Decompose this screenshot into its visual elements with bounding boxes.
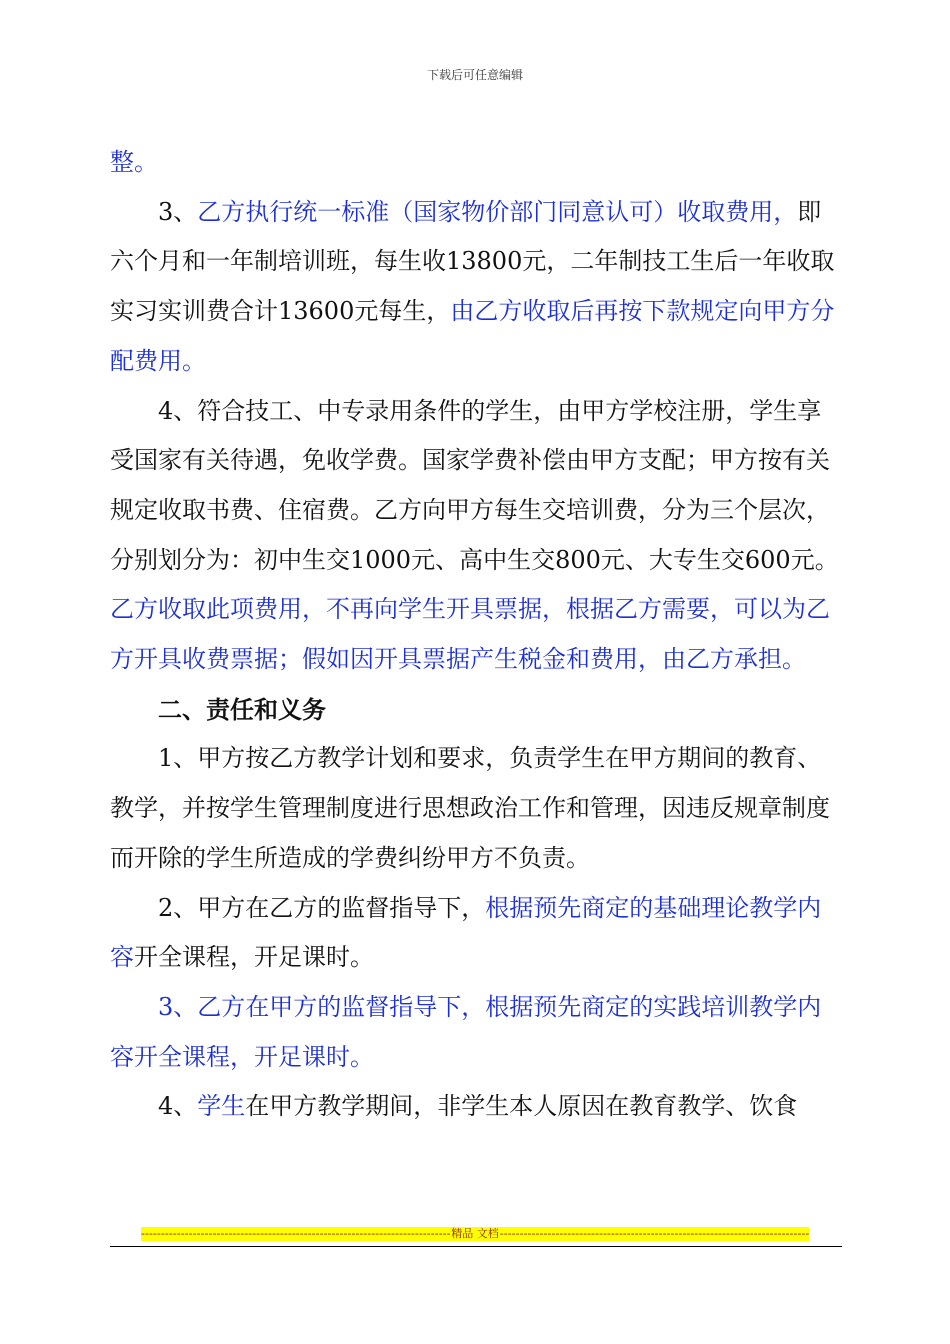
page-header: 下载后可任意编辑 [426, 68, 523, 82]
paragraph-duty-1 [110, 734, 844, 883]
footer-dashes-right [500, 1227, 809, 1241]
text-segment: 4、 [158, 1092, 198, 1121]
text-segment: 1、甲方按乙方教学计划和要求，负责学生在甲方期间的教育、教学，并按学生管理制度进行思想政治工作和管理，因违反规章制度而开除的学生所造成的学费纠纷甲方不负责。 [110, 744, 830, 872]
text-segment: 3、乙方在甲方的监督指导下，根据预先商定的实践培训教学内容开全课程，开足课时。 [110, 992, 822, 1071]
text-segment: 在甲方教学期间，非学生本人原因在教育教学、饮食 [245, 1092, 798, 1121]
text-segment: 2、甲方在乙方的监督指导下， [158, 893, 486, 922]
text-segment: 4、符合技工、中专录用条件的学生，由甲方学校注册，学生享受国家有关待遇，免收学费。国家学费补偿由甲方支配；甲方按有关规定收取书费、住宿费。乙方向甲方每生交培训费，分为三个层次，分别划分为：初中生交1000元、高中生交800元、大专生交600元。 [110, 396, 839, 574]
heading-text: 二、责任和义务 [158, 694, 326, 724]
text-segment: 乙方执行统一标准（国家物价部门同意认可）收取费用， [197, 197, 798, 226]
text-segment: 整。 [110, 148, 158, 176]
text-segment: 3、 [158, 197, 198, 226]
text-segment: 根据预先商定的基础理论教学内容 [110, 893, 822, 972]
paragraph-student-registration [110, 387, 844, 685]
text-segment: 乙方收取此项费用，不再向学生开具票据，根据乙方需要，可以为乙方开具收费票据；假如因开具票据产生税金和费用，由乙方承担。 [110, 595, 830, 674]
paragraph-continuation [110, 138, 844, 188]
text-segment: 学生 [197, 1092, 246, 1121]
text-segment: 即六个月和一年制培训班，每生收13800元，二年制技工生后一年收取实习实训费合计13600元每生， [110, 197, 835, 326]
footer-highlight-bar [141, 1227, 809, 1241]
paragraph-duty-3 [110, 983, 844, 1082]
text-segment: 由乙方收取后再按下款规定向甲方分配费用。 [110, 297, 835, 375]
paragraph-duty-2 [110, 884, 844, 983]
paragraph-fee-standard [110, 188, 844, 387]
paragraph-duty-4 [110, 1082, 844, 1132]
footer-label: 精品 文档 [451, 1227, 499, 1240]
section-heading [110, 685, 844, 735]
footer-dashes-left [141, 1227, 450, 1241]
footer-rule [110, 1246, 842, 1247]
document-body [110, 138, 844, 1132]
text-segment: 开全课程，开足课时。 [134, 943, 374, 972]
